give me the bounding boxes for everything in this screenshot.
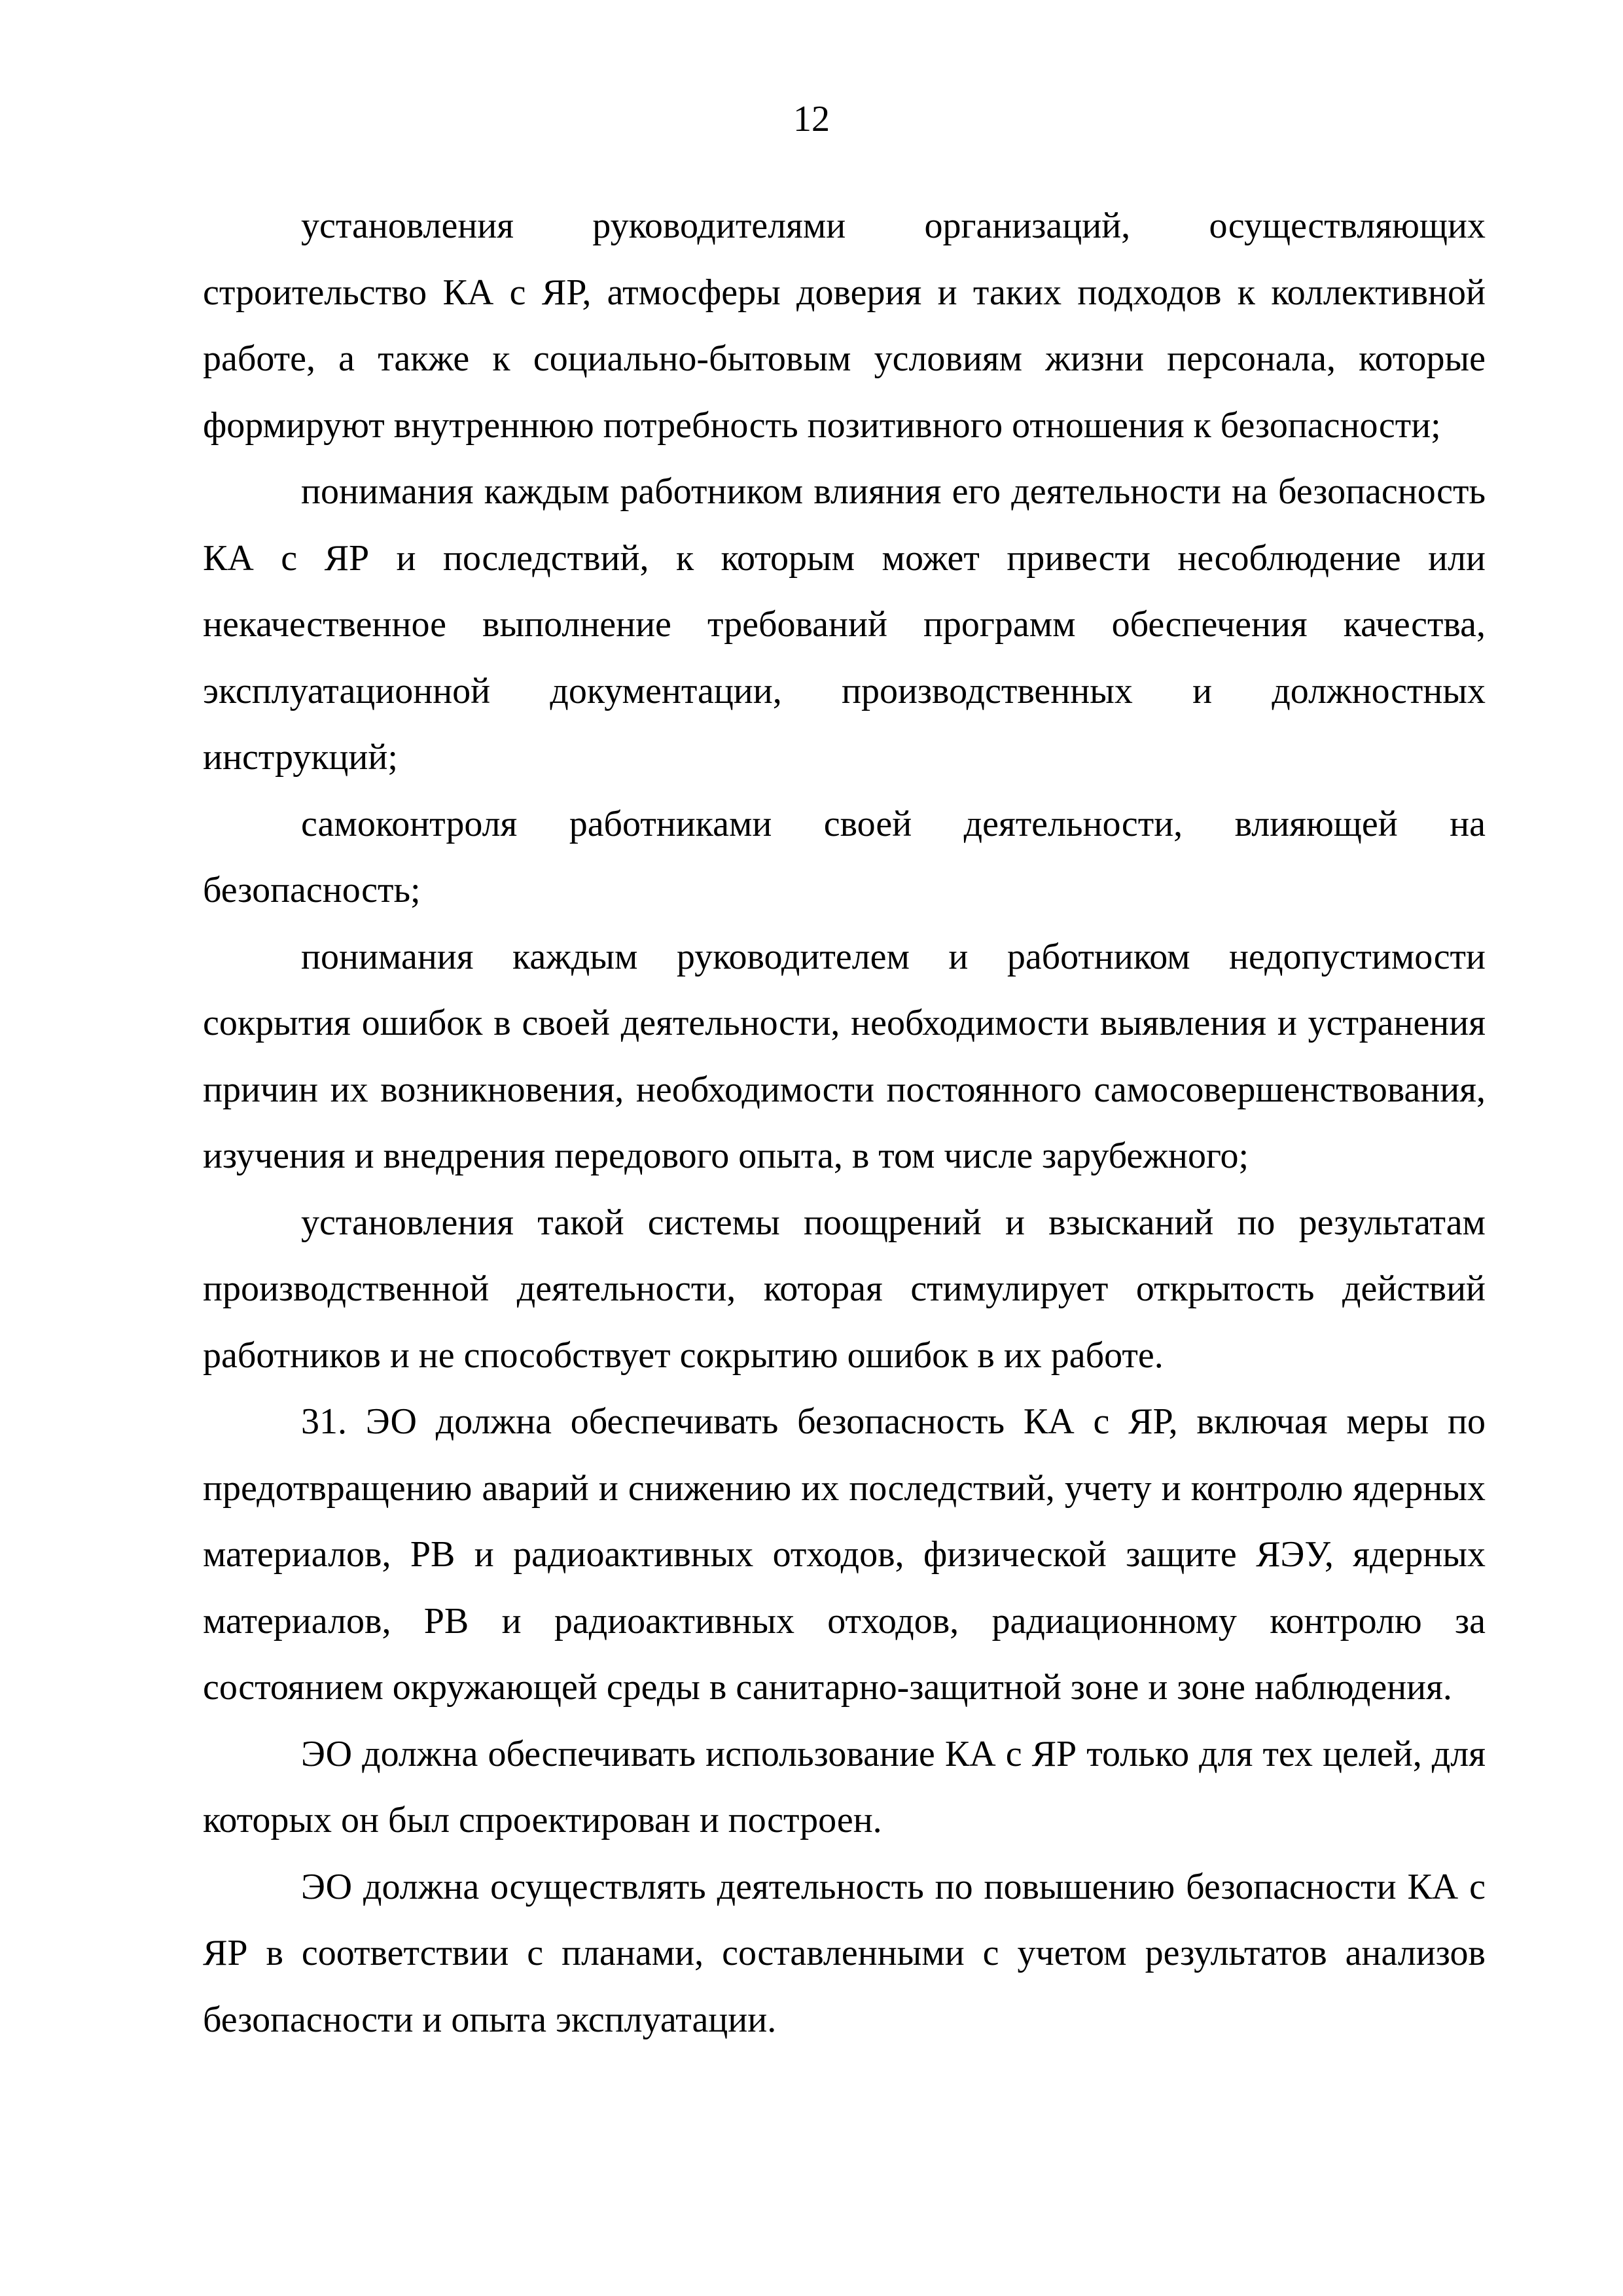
paragraph-rewards-penalties: установления такой системы поощрений и взысканий по результатам производственной деятельности, которая стимулирует открытость действий работников и не способствует сокрытию ошибок в их работе. bbox=[203, 1202, 1486, 1376]
document-body bbox=[203, 193, 1486, 2053]
paragraph-understanding-influence: понимания каждым работником влияния его деятельности на безопасность КА с ЯР и последствий, к которым может привести несоблюдение или некачественное выполнение требований программ обеспечения качества, эксплуатационной документации, производственных и должностных инструкций; bbox=[203, 471, 1486, 778]
paragraph-item-31: 31. ЭО должна обеспечивать безопасность КА с ЯР, включая меры по предотвращению аварий и снижению их последствий, учету и контролю ядерных материалов, РВ и радиоактивных отходов, физической защите ЯЭУ, ядерных материалов, РВ и радиоактивных отходов, радиационному контролю за состоянием окружающей среды в санитарно-защитной зоне и зоне наблюдения. bbox=[203, 1401, 1486, 1708]
page-number: 12 bbox=[793, 99, 830, 139]
paragraph-culture-trust: установления руководителями организаций, осуществляющих строительство КА с ЯР, атмосферы доверия и таких подходов к коллективной работе, а также к социально-бытовым условиям жизни персонала, которые формируют внутреннюю потребность позитивного отношения к безопасности; bbox=[203, 206, 1486, 446]
paragraph-safety-improvement: ЭО должна осуществлять деятельность по повышению безопасности КА с ЯР в соответствии с планами, составленными с учетом результатов анализов безопасности и опыта эксплуатации. bbox=[203, 1866, 1486, 2040]
paragraph-self-control: самоконтроля работниками своей деятельности, влияющей на безопасность; bbox=[203, 803, 1486, 910]
paragraph-error-concealment: понимания каждым руководителем и работником недопустимости сокрытия ошибок в своей деятельности, необходимости выявления и устранения причин их возникновения, необходимости постоянного самосовершенствования, изучения и внедрения передового опыта, в том числе зарубежного; bbox=[203, 936, 1486, 1176]
paragraph-intended-use: ЭО должна обеспечивать использование КА с ЯР только для тех целей, для которых он был спроектирован и построен. bbox=[203, 1733, 1486, 1840]
